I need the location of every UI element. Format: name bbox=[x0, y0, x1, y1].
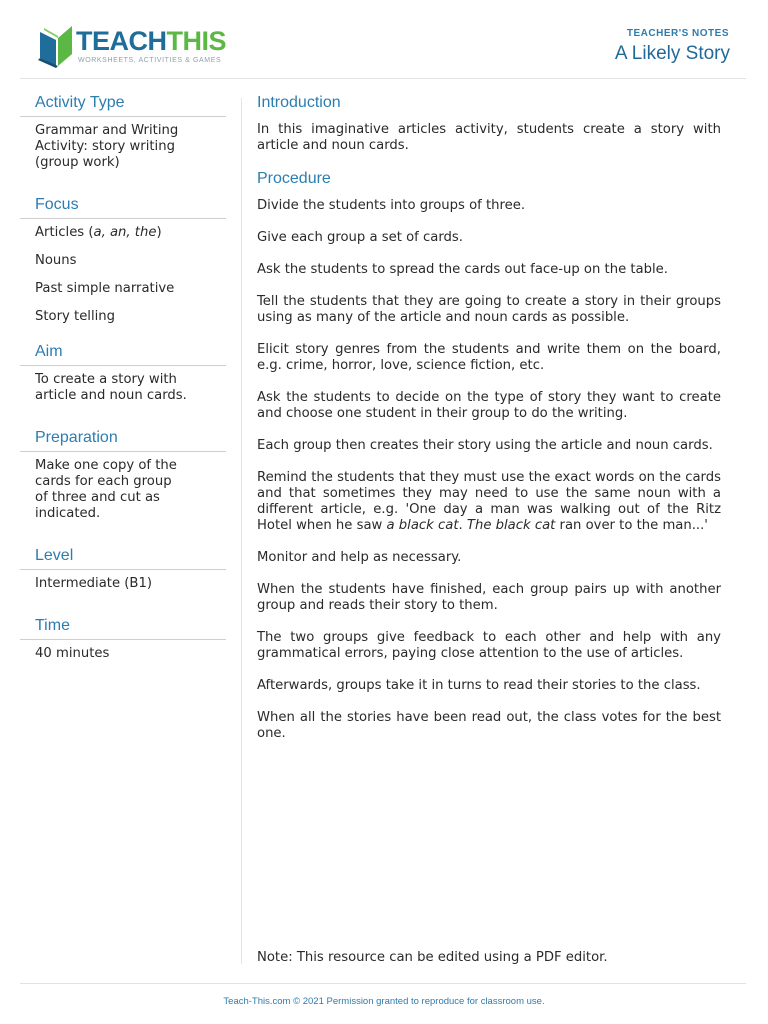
procedure-step: Tell the students that they are going to create a story in their groups using as many of the article and noun cards as possible. bbox=[257, 294, 721, 325]
aim-section bbox=[20, 343, 226, 404]
procedure-step: Ask the students to spread the cards out face-up on the table. bbox=[257, 262, 668, 277]
column-divider bbox=[241, 98, 242, 964]
book-icon bbox=[36, 24, 74, 68]
aim-body bbox=[20, 366, 226, 404]
procedure-step: Each group then creates their story using the article and noun cards. bbox=[257, 438, 713, 453]
main-content bbox=[257, 94, 721, 758]
introduction-text: In this imaginative articles activity, students create a story with article and noun cards. bbox=[257, 122, 721, 153]
remind-text: Remind the students that they must use the exact words on the cards and that sometimes they may need to use the same noun with a different article, e.g. 'One day a man was walking out of the Ritz Hotel when he saw bbox=[257, 470, 721, 533]
procedure-step: The two groups give feedback to each other and help with any grammatical errors, paying close attention to the use of articles. bbox=[257, 630, 721, 661]
page-title: A Likely Story bbox=[614, 43, 730, 64]
introduction-heading: Introduction bbox=[257, 94, 341, 111]
articles-suffix: ) bbox=[156, 225, 162, 240]
procedure-step: Afterwards, groups take it in turns to read their stories to the class. bbox=[257, 678, 701, 693]
activity-type-line: Activity: story writing bbox=[35, 139, 175, 154]
preparation-line: indicated. bbox=[35, 506, 101, 521]
level-body bbox=[20, 570, 226, 592]
procedure-step: When the students have finished, each group pairs up with another group and reads their story to them. bbox=[257, 582, 721, 613]
footer-copyright: Teach-This.com © 2021 Permission granted to reproduce for classroom use. bbox=[223, 996, 545, 1007]
focus-section bbox=[20, 196, 226, 325]
activity-type-section bbox=[20, 94, 226, 171]
activity-type-line: Grammar and Writing bbox=[35, 123, 179, 138]
procedure-heading: Procedure bbox=[257, 170, 331, 187]
procedure-step: Give each group a set of cards. bbox=[257, 230, 463, 245]
level-value: Intermediate (B1) bbox=[35, 576, 153, 591]
preparation-body bbox=[20, 452, 226, 522]
activity-type-heading: Activity Type bbox=[20, 94, 226, 117]
remind-text: . bbox=[458, 518, 467, 533]
procedure-step: Elicit story genres from the students and write them on the board, e.g. crime, horror, love, science fiction, etc. bbox=[257, 342, 721, 373]
sidebar bbox=[20, 94, 226, 674]
aim-heading: Aim bbox=[20, 343, 226, 366]
remind-italic-the-black-cat: The black cat bbox=[466, 518, 556, 533]
preparation-line: of three and cut as bbox=[35, 490, 160, 505]
articles-prefix: Articles ( bbox=[35, 225, 94, 240]
focus-body bbox=[20, 219, 226, 325]
preparation-section bbox=[20, 429, 226, 522]
footer-divider bbox=[20, 983, 746, 984]
logo-tagline: WORKSHEETS, ACTIVITIES & GAMES bbox=[78, 57, 222, 64]
remind-text: ran over to the man...' bbox=[555, 518, 708, 533]
preparation-line: Make one copy of the bbox=[35, 458, 177, 473]
procedure-step: Monitor and help as necessary. bbox=[257, 550, 462, 565]
aim-line: To create a story with bbox=[35, 372, 177, 387]
time-section bbox=[20, 617, 226, 662]
logo-word-teach: TEACH bbox=[76, 26, 167, 56]
focus-item-past-simple: Past simple narrative bbox=[35, 281, 175, 296]
focus-heading: Focus bbox=[20, 196, 226, 219]
preparation-heading: Preparation bbox=[20, 429, 226, 452]
preparation-line: cards for each group bbox=[35, 474, 172, 489]
procedure-step: Divide the students into groups of three. bbox=[257, 198, 526, 213]
teachers-notes-label: TEACHER'S NOTES bbox=[626, 28, 729, 39]
articles-italic: a, an, the bbox=[93, 225, 157, 240]
pdf-editor-note: Note: This resource can be edited using a PDF editor. bbox=[257, 950, 608, 965]
remind-italic-a-black-cat: a black cat bbox=[386, 518, 459, 533]
level-heading: Level bbox=[20, 547, 226, 570]
activity-type-body bbox=[20, 117, 226, 171]
procedure-step: Ask the students to decide on the type of story they want to create and choose one student in their group to do the writing. bbox=[257, 390, 721, 421]
header-divider bbox=[20, 78, 746, 79]
level-section bbox=[20, 547, 226, 592]
procedure-step-remind bbox=[257, 470, 721, 534]
time-value: 40 minutes bbox=[35, 646, 110, 661]
logo-wordmark bbox=[76, 26, 226, 57]
procedure-step: When all the stories have been read out, the class votes for the best one. bbox=[257, 710, 721, 741]
time-heading: Time bbox=[20, 617, 226, 640]
focus-item-story-telling: Story telling bbox=[35, 309, 116, 324]
teach-this-logo bbox=[36, 22, 236, 70]
focus-item-nouns: Nouns bbox=[35, 253, 77, 268]
time-body bbox=[20, 640, 226, 662]
activity-type-line: (group work) bbox=[35, 155, 120, 170]
logo-word-this: THIS bbox=[166, 26, 227, 56]
aim-line: article and noun cards. bbox=[35, 388, 187, 403]
focus-item-articles bbox=[35, 225, 226, 241]
